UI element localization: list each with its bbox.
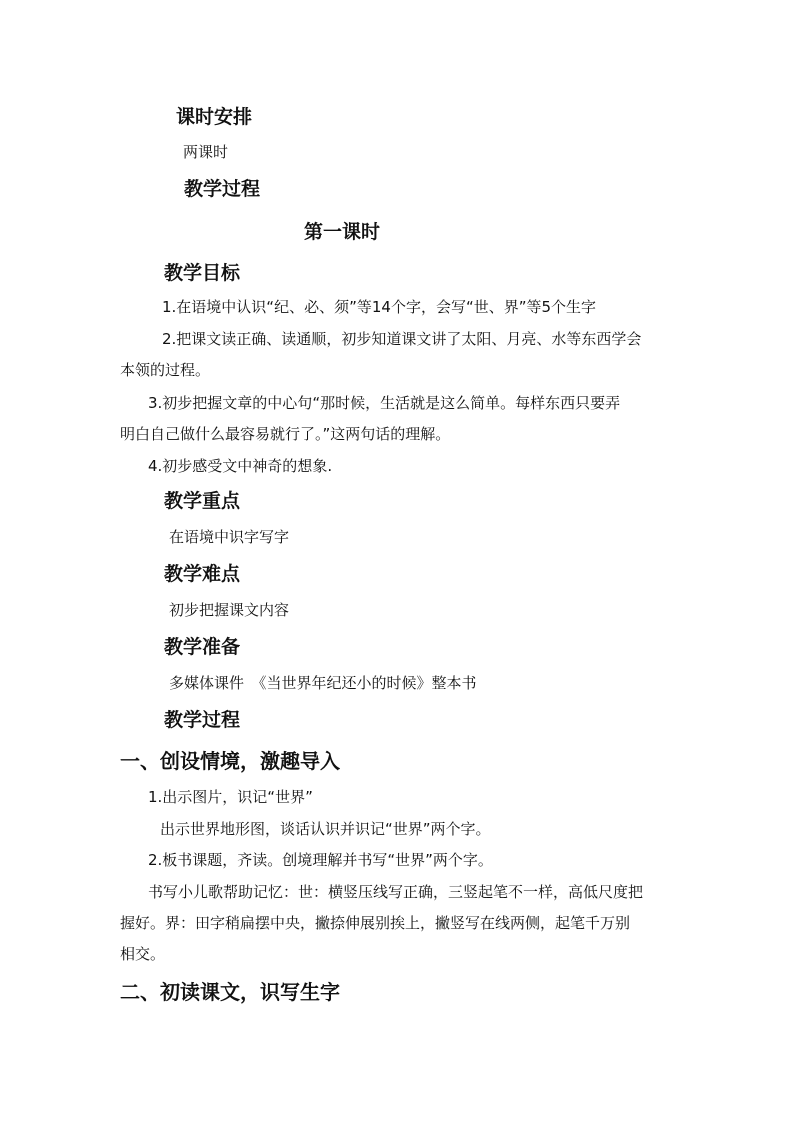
objective-item-1: 1.在语境中认识“纪、必、须”等14个字，会写“世、界”等5个生字 (162, 298, 597, 316)
section-one-line-1: 1.出示图片，识记“世界” (148, 788, 313, 806)
difficulties-content: 初步把握课文内容 (169, 601, 290, 619)
difficulties-heading: 教学难点 (164, 563, 241, 585)
section-two-heading: 二、初读课文，识写生字 (120, 980, 340, 1004)
arrangement-content: 两课时 (183, 143, 229, 161)
process-heading-1: 教学过程 (184, 178, 261, 200)
preparation-content: 多媒体课件 《当世界年纪还小的时候》整本书 (169, 674, 477, 692)
section-one-line-5: 握好。界：田字稍扁摆中央，撇捺伸展别挨上，撇竖写在线两侧，起笔千万别 (120, 914, 631, 932)
section-one-line-6: 相交。 (120, 945, 166, 963)
objective-item-3-cont: 明白自己做什么最容易就行了。”这两句话的理解。 (120, 425, 451, 443)
objective-item-3: 3.初步把握文章的中心句“那时候，生活就是这么简单。每样东西只要弄 (148, 394, 621, 412)
key-points-heading: 教学重点 (164, 490, 241, 512)
arrangement-heading: 课时安排 (176, 106, 253, 128)
section-one-line-3: 2.板书课题，齐读。创境理解并书写“世界”两个字。 (148, 851, 493, 869)
preparation-heading: 教学准备 (164, 636, 241, 658)
objective-item-2-cont: 本领的过程。 (120, 361, 211, 379)
objective-item-2: 2.把课文读正确、读通顺，初步知道课文讲了太阳、月亮、水等东西学会 (162, 330, 642, 348)
section-one-line-2: 出示世界地形图，谈话认识并识记“世界”两个字。 (160, 820, 491, 838)
objective-item-4: 4.初步感受文中神奇的想象. (148, 457, 333, 475)
section-one-heading: 一、创设情境，激趣导入 (120, 749, 340, 773)
lesson-title: 第一课时 (304, 221, 381, 243)
objectives-heading: 教学目标 (164, 262, 241, 284)
process-heading-2: 教学过程 (164, 709, 241, 731)
key-points-content: 在语境中识字写字 (169, 528, 290, 546)
section-one-line-4: 书写小儿歌帮助记忆：世：横竖压线写正确，三竖起笔不一样，高低尺度把 (148, 883, 644, 901)
